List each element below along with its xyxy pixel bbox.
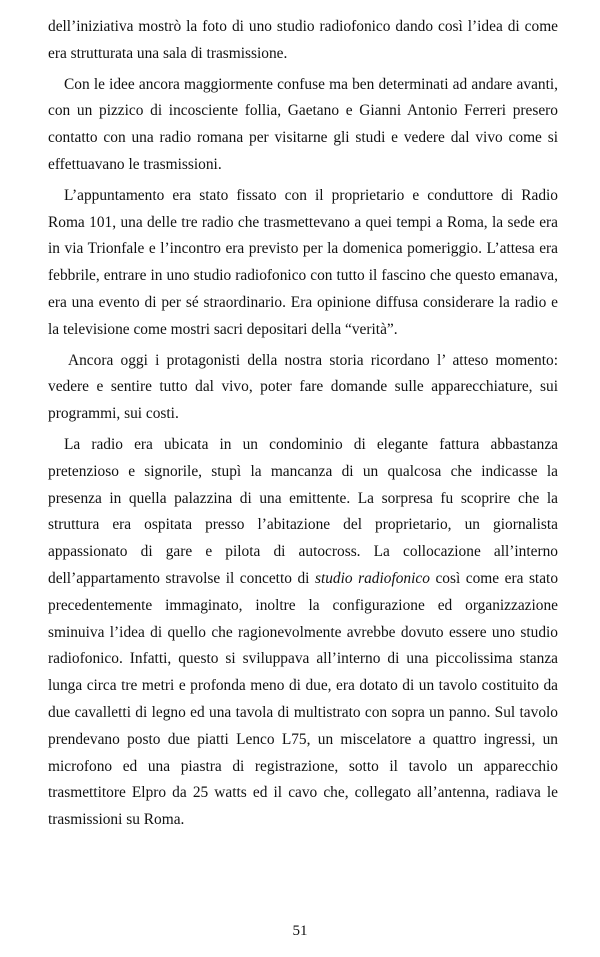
text-line: Ancora oggi i protagonisti della nostra storia ricordano l’ atteso momento: — [68, 351, 558, 369]
text-line: con un pizzico di incosciente follia, Gaetano e Gianni Antonio Ferreri presero — [48, 102, 558, 120]
text-line: la televisione come mostri sacri depositari della “verità”. — [48, 320, 398, 338]
text-line: precedentemente immaginato, inoltre la configurazione ed organizzazione — [48, 596, 558, 614]
paragraph — [48, 72, 558, 179]
text-line: Con le idee ancora maggiormente confuse ma ben determinati ad andare avanti, — [64, 75, 558, 93]
text-line: radiofonico. Infatti, questo si sviluppava all’interno di una piccolissima stanza — [48, 650, 558, 668]
text-line-with-italic — [48, 566, 558, 593]
text-segment: così come era stato — [429, 569, 559, 587]
text-line: trasmettitore Elpro da 25 watts ed il cavo che, collegato all’antenna, radiava le — [48, 784, 558, 802]
text-segment: dell’appartamento stravolse il concetto di — [48, 569, 315, 587]
text-line: contatto con una radio romana per visitarne gli studi e vedere dal vivo come si — [48, 129, 558, 147]
text-line: trasmissioni su Roma. — [48, 811, 185, 829]
text-line: appassionato di gare e pilota di autocross. La collocazione all’interno — [48, 543, 558, 561]
text-line: programmi, sui costi. — [48, 405, 179, 423]
text-line: vedere e sentire tutto dal vivo, poter fare domande sulle apparecchiature, sui — [48, 378, 558, 396]
text-line: sminuiva l’idea di quello che ragionevolmente avrebbe dovuto essere uno studio — [48, 623, 558, 641]
paragraph — [48, 348, 558, 428]
text-line: era una evento di per sé straordinario. Era opinione diffusa considerare la radio e — [48, 293, 558, 311]
text-line: Roma 101, una delle tre radio che trasmettevano a quei tempi a Roma, la sede era — [48, 213, 558, 231]
text-line: L’appuntamento era stato fissato con il proprietario e conduttore di Radio — [64, 186, 558, 204]
text-line: lunga circa tre metri e profonda meno di due, era dotato di un tavolo costituito da — [48, 677, 558, 695]
text-line: pretenzioso e signorile, stupì la mancanza di un qualcosa che indicasse la — [48, 462, 558, 480]
text-line: microfono ed una piastra di registrazione, sotto il tavolo un apparecchio — [48, 757, 558, 775]
paragraph — [48, 432, 558, 834]
text-line: era strutturata una sala di trasmissione. — [48, 44, 288, 62]
paragraph — [48, 14, 558, 68]
text-line: dell’iniziativa mostrò la foto di uno studio radiofonico dando così l’idea di come — [48, 18, 558, 35]
text-line: due cavalletti di legno ed una tavola di multistrato con sopra un panno. Sul tavolo — [48, 703, 558, 721]
page-number: 51 — [292, 923, 308, 939]
text-line: febbrile, entrare in uno studio radiofonico con tutto il fascino che questo emanava, — [48, 267, 558, 285]
text-line: in via Trionfale e l’incontro era previsto per la domenica pomeriggio. L’attesa era — [48, 240, 558, 258]
text-line: struttura era ospitata presso l’abitazione del proprietario, un giornalista — [48, 516, 558, 534]
text-line: presenza in quella palazzina di una emittente. La sorpresa fu scoprire che la — [48, 489, 558, 507]
text-line: La radio era ubicata in un condominio di elegante fattura abbastanza — [64, 435, 558, 453]
paragraph — [48, 183, 558, 344]
text-line: effettuavano le trasmissioni. — [48, 155, 222, 173]
body-text — [48, 14, 558, 834]
italic-phrase: studio radiofonico — [314, 569, 430, 587]
text-line: prendevano posto due piatti Lenco L75, un miscelatore a quattro ingressi, un — [48, 730, 558, 748]
